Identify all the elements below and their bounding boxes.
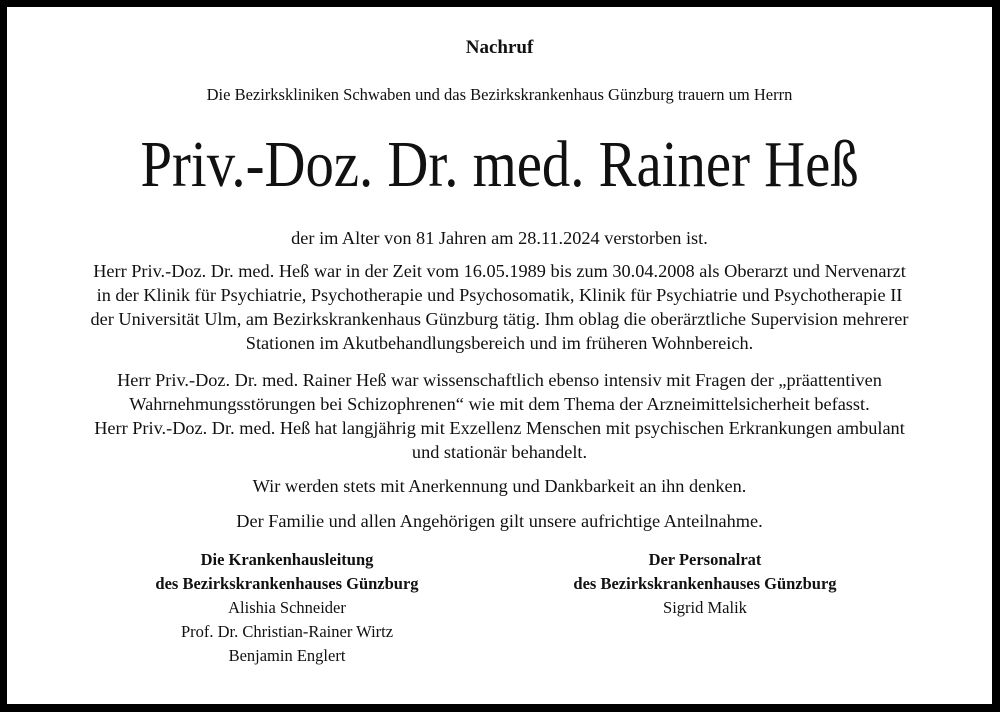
- text-line: der Universität Ulm, am Bezirkskrankenhaus Günzburg tätig. Ihm oblag die oberärztliche Supervision mehrerer: [90, 309, 909, 329]
- text-line: Stationen im Akutbehandlungsbereich und im früheren Wohnbereich.: [245, 333, 754, 353]
- text-line: und stationär behandelt.: [411, 442, 588, 462]
- signature-heading: des Bezirkskrankenhauses Günzburg: [573, 574, 837, 593]
- notice-title: Nachruf: [465, 37, 534, 58]
- obituary-notice: [7, 7, 992, 704]
- notice-intro: Die Bezirkskliniken Schwaben und das Bezirkskrankenhaus Günzburg trauern um Herrn: [206, 85, 793, 104]
- paragraph-research: [7, 368, 992, 464]
- text-line: Herr Priv.-Doz. Dr. med. Rainer Heß war wissenschaftlich ebenso intensiv mit Fragen der „präattentiven: [117, 370, 882, 390]
- deceased-name: Priv.-Doz. Dr. med. Rainer Heß: [140, 128, 859, 201]
- signature-hospital-management: [77, 548, 497, 668]
- age-line: der im Alter von 81 Jahren am 28.11.2024 verstorben ist.: [291, 228, 708, 248]
- deceased-name-container: [7, 125, 992, 205]
- signature-heading: Die Krankenhausleitung: [200, 550, 374, 569]
- text-line: in der Klinik für Psychiatrie, Psychotherapie und Psychosomatik, Klinik für Psychiatrie und Psychotherapie II: [96, 285, 903, 305]
- paragraph-career: [7, 259, 992, 355]
- text-line: Herr Priv.-Doz. Dr. med. Heß hat langjährig mit Exzellenz Menschen mit psychischen Erkrankungen ambulant: [94, 418, 905, 438]
- signature-staff-council: [495, 548, 915, 620]
- signature-heading: Der Personalrat: [648, 550, 762, 569]
- closing-remembrance: Wir werden stets mit Anerkennung und Dankbarkeit an ihn denken.: [252, 476, 747, 496]
- text-line: Herr Priv.-Doz. Dr. med. Heß war in der Zeit vom 16.05.1989 bis zum 30.04.2008 als Oberarzt und Nervenarzt: [93, 261, 906, 281]
- signatory-name: Alishia Schneider: [228, 598, 346, 617]
- signatory-name: Sigrid Malik: [663, 598, 747, 617]
- text-line: Wahrnehmungsstörungen bei Schizophrenen“ wie mit dem Thema der Arzneimittelsicherheit befasst.: [129, 394, 870, 414]
- signatory-name: Prof. Dr. Christian-Rainer Wirtz: [180, 622, 394, 641]
- signature-heading: des Bezirkskrankenhauses Günzburg: [155, 574, 419, 593]
- closing-condolence: Der Familie und allen Angehörigen gilt unsere aufrichtige Anteilnahme.: [236, 511, 763, 531]
- signatory-name: Benjamin Englert: [228, 646, 346, 665]
